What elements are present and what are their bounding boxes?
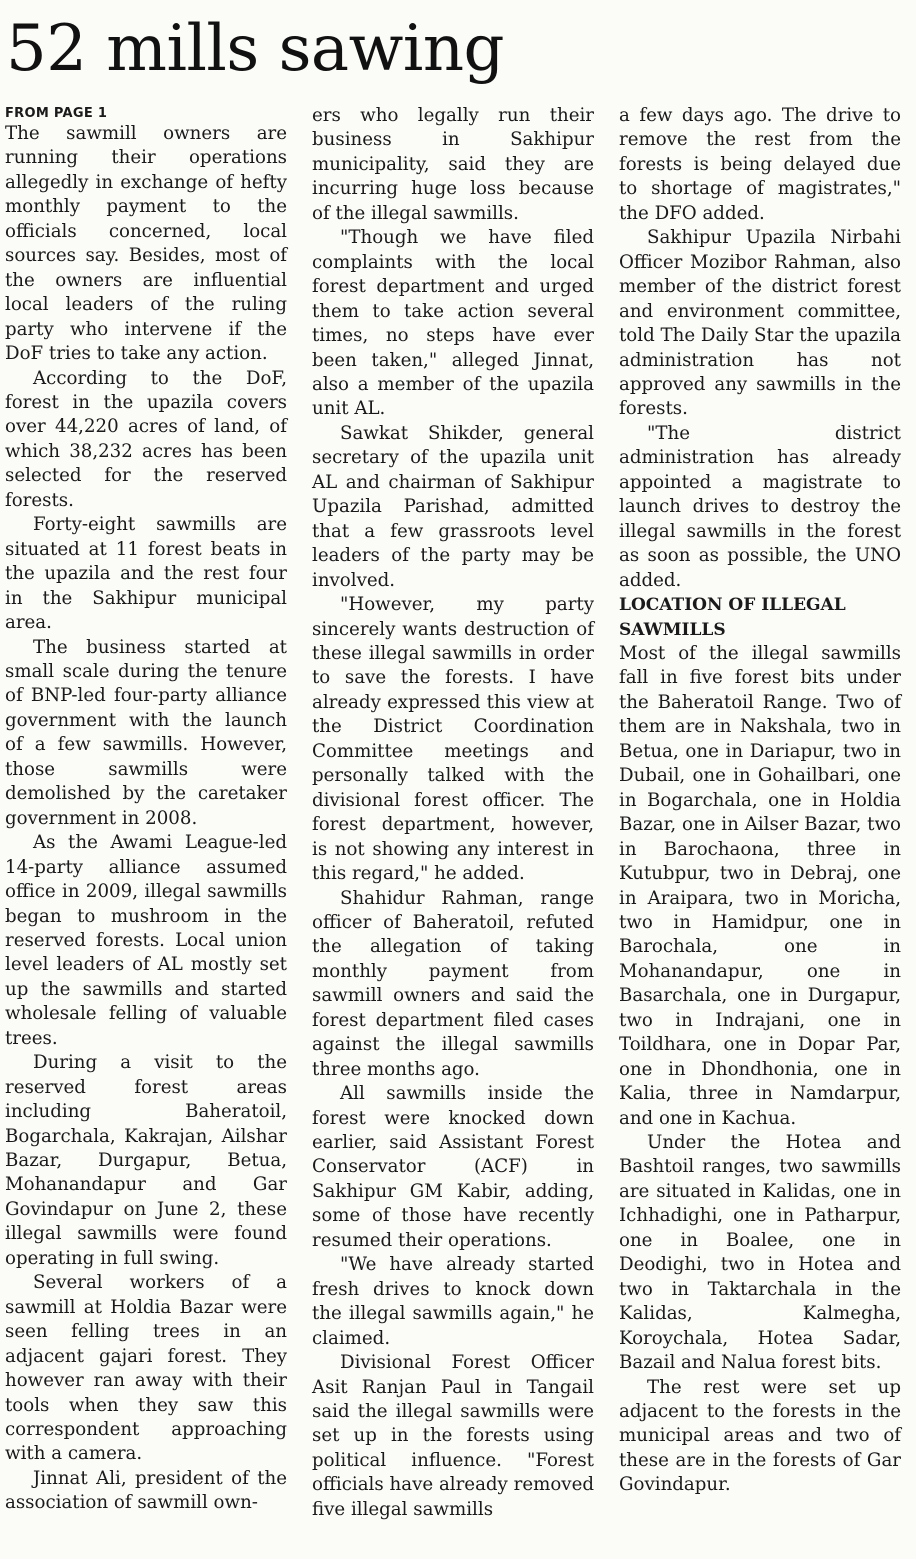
continuation-kicker: FROM PAGE 1 [5, 106, 108, 121]
article-paragraph: Sawkat Shikder, general secretary of the upazila unit AL and chairman of Sakhipur Upazila Parishad, admitted that a few grassroots level leaders of the party may be involved. [312, 422, 594, 591]
article-paragraph: a few days ago. The drive to remove the rest from the forests is being delayed due to shortage of magistrates," the DFO added. [619, 105, 901, 224]
article-paragraph: Several workers of a sawmill at Holdia Bazar were seen felling trees in an adjacent gajari forest. They however ran away with their tools when they saw this correspondent approaching with a camera. [5, 1272, 287, 1465]
article-paragraph: "However, my party sincerely wants destruction of these illegal sawmills in order to save the forests. I have already expressed this view at the District Coordination Committee meetings and personally talked with the divisional forest officer. The forest department, however, is not showing any interest in this regard," he added. [312, 594, 594, 885]
article-paragraph: During a visit to the reserved forest areas including Baheratoil, Bogarchala, Kakrajan, Ailshar Bazar, Durgapur, Betua, Mohanandapur and Gar Govindapur on June 2, these illegal sawmills were found operating in full swing. [5, 1052, 287, 1269]
article-paragraph: Most of the illegal sawmills fall in five forest bits under the Baheratoil Range. Two of them are in Nakshala, two in Betua, one in Dariapur, two in Dubail, one in Gohailbari, one in Bogarchala, one in Holdia Bazar, one in Ailser Bazar, two in Barochaona, three in Kutubpur, two in Debraj, one in Araipara, two in Moricha, two in Hamidpur, one in Barochala, one in Mohanandapur, one in Basarchala, one in Durgapur, two in Indrajani, one in Toildhara, one in Dopar Par, one in Dhondhonia, one in Kalia, three in Namdarpur, and one in Kachua. [619, 642, 901, 1129]
headline: 52 mills sawing [6, 12, 504, 86]
article-paragraph: Sakhipur Upazila Nirbahi Officer Mozibor Rahman, also member of the district forest and environment committee, told The Daily Star the upazila administration has not approved any sawmills in the forests. [619, 227, 901, 420]
article-paragraph: "The district administration has already appointed a magistrate to launch drives to destroy the illegal sawmills in the forest as soon as possible, the UNO added. [619, 422, 901, 591]
article-column-1 [5, 104, 287, 1516]
article-column-3 [619, 104, 901, 1498]
article-paragraph: Forty-eight sawmills are situated at 11 forest beats in the upazila and the rest four in the Sakhipur municipal area. [5, 514, 287, 634]
article-paragraph: Shahidur Rahman, range officer of Baheratoil, refuted the allegation of taking monthly payment from sawmill owners and said the forest department filed cases against the illegal sawmills three months ago. [312, 887, 594, 1080]
article-paragraph: Jinnat Ali, president of the association of sawmill own- [5, 1467, 287, 1514]
article-paragraph: The business started at small scale during the tenure of BNP-led four-party alliance government with the launch of a few sawmills. However, those sawmills were demolished by the caretaker government in 2008. [5, 636, 287, 829]
article-paragraph: According to the DoF, forest in the upazila covers over 44,220 acres of land, of which 38,232 acres has been selected for the reserved forests. [5, 367, 287, 511]
article-paragraph: All sawmills inside the forest were knocked down earlier, said Assistant Forest Conservator (ACF) in Sakhipur GM Kabir, adding, some of those have recently resumed their operations. [312, 1083, 594, 1251]
article-paragraph: Divisional Forest Officer Asit Ranjan Paul in Tangail said the illegal sawmills were set up in the forests using political influence. "Forest officials have already removed five illegal sawmills [312, 1352, 594, 1520]
article-paragraph: The rest were set up adjacent to the forests in the municipal areas and two of these are in the forests of Gar Govindapur. [619, 1376, 901, 1496]
article-paragraph: The sawmill owners are running their operations allegedly in exchange of hefty monthly payment to the officials concerned, local sources say. Besides, most of the owners are influential local leaders of the ruling party who intervene if the DoF tries to take any action. [5, 123, 287, 365]
article-paragraph: "We have already started fresh drives to knock down the illegal sawmills again," he claimed. [312, 1254, 594, 1349]
article-paragraph: As the Awami League-led 14-party alliance assumed office in 2009, illegal sawmills began to mushroom in the reserved forests. Local union level leaders of AL mostly set up the sawmills and started wholesale felling of valuable trees. [5, 832, 287, 1049]
article-paragraph: Under the Hotea and Bashtoil ranges, two sawmills are situated in Kalidas, one in Ichhadighi, one in Patharpur, one in Boalee, one in Deodighi, two in Hotea and two in Taktarchala in the Kalidas, Kalmegha, Koroychala, Hotea Sadar, Bazail and Nalua forest bits. [619, 1132, 901, 1374]
article-paragraph: "Though we have filed complaints with the local forest department and urged them to take action several times, no steps have ever been taken," alleged Jinnat, also a member of the upazila unit AL. [312, 227, 594, 420]
article-paragraph: ers who legally run their business in Sakhipur municipality, said they are incurring huge loss because of the illegal sawmills. [312, 105, 594, 224]
section-subhead: LOCATION OF ILLEGAL SAWMILLS [619, 595, 846, 640]
article-column-2 [312, 104, 594, 1522]
